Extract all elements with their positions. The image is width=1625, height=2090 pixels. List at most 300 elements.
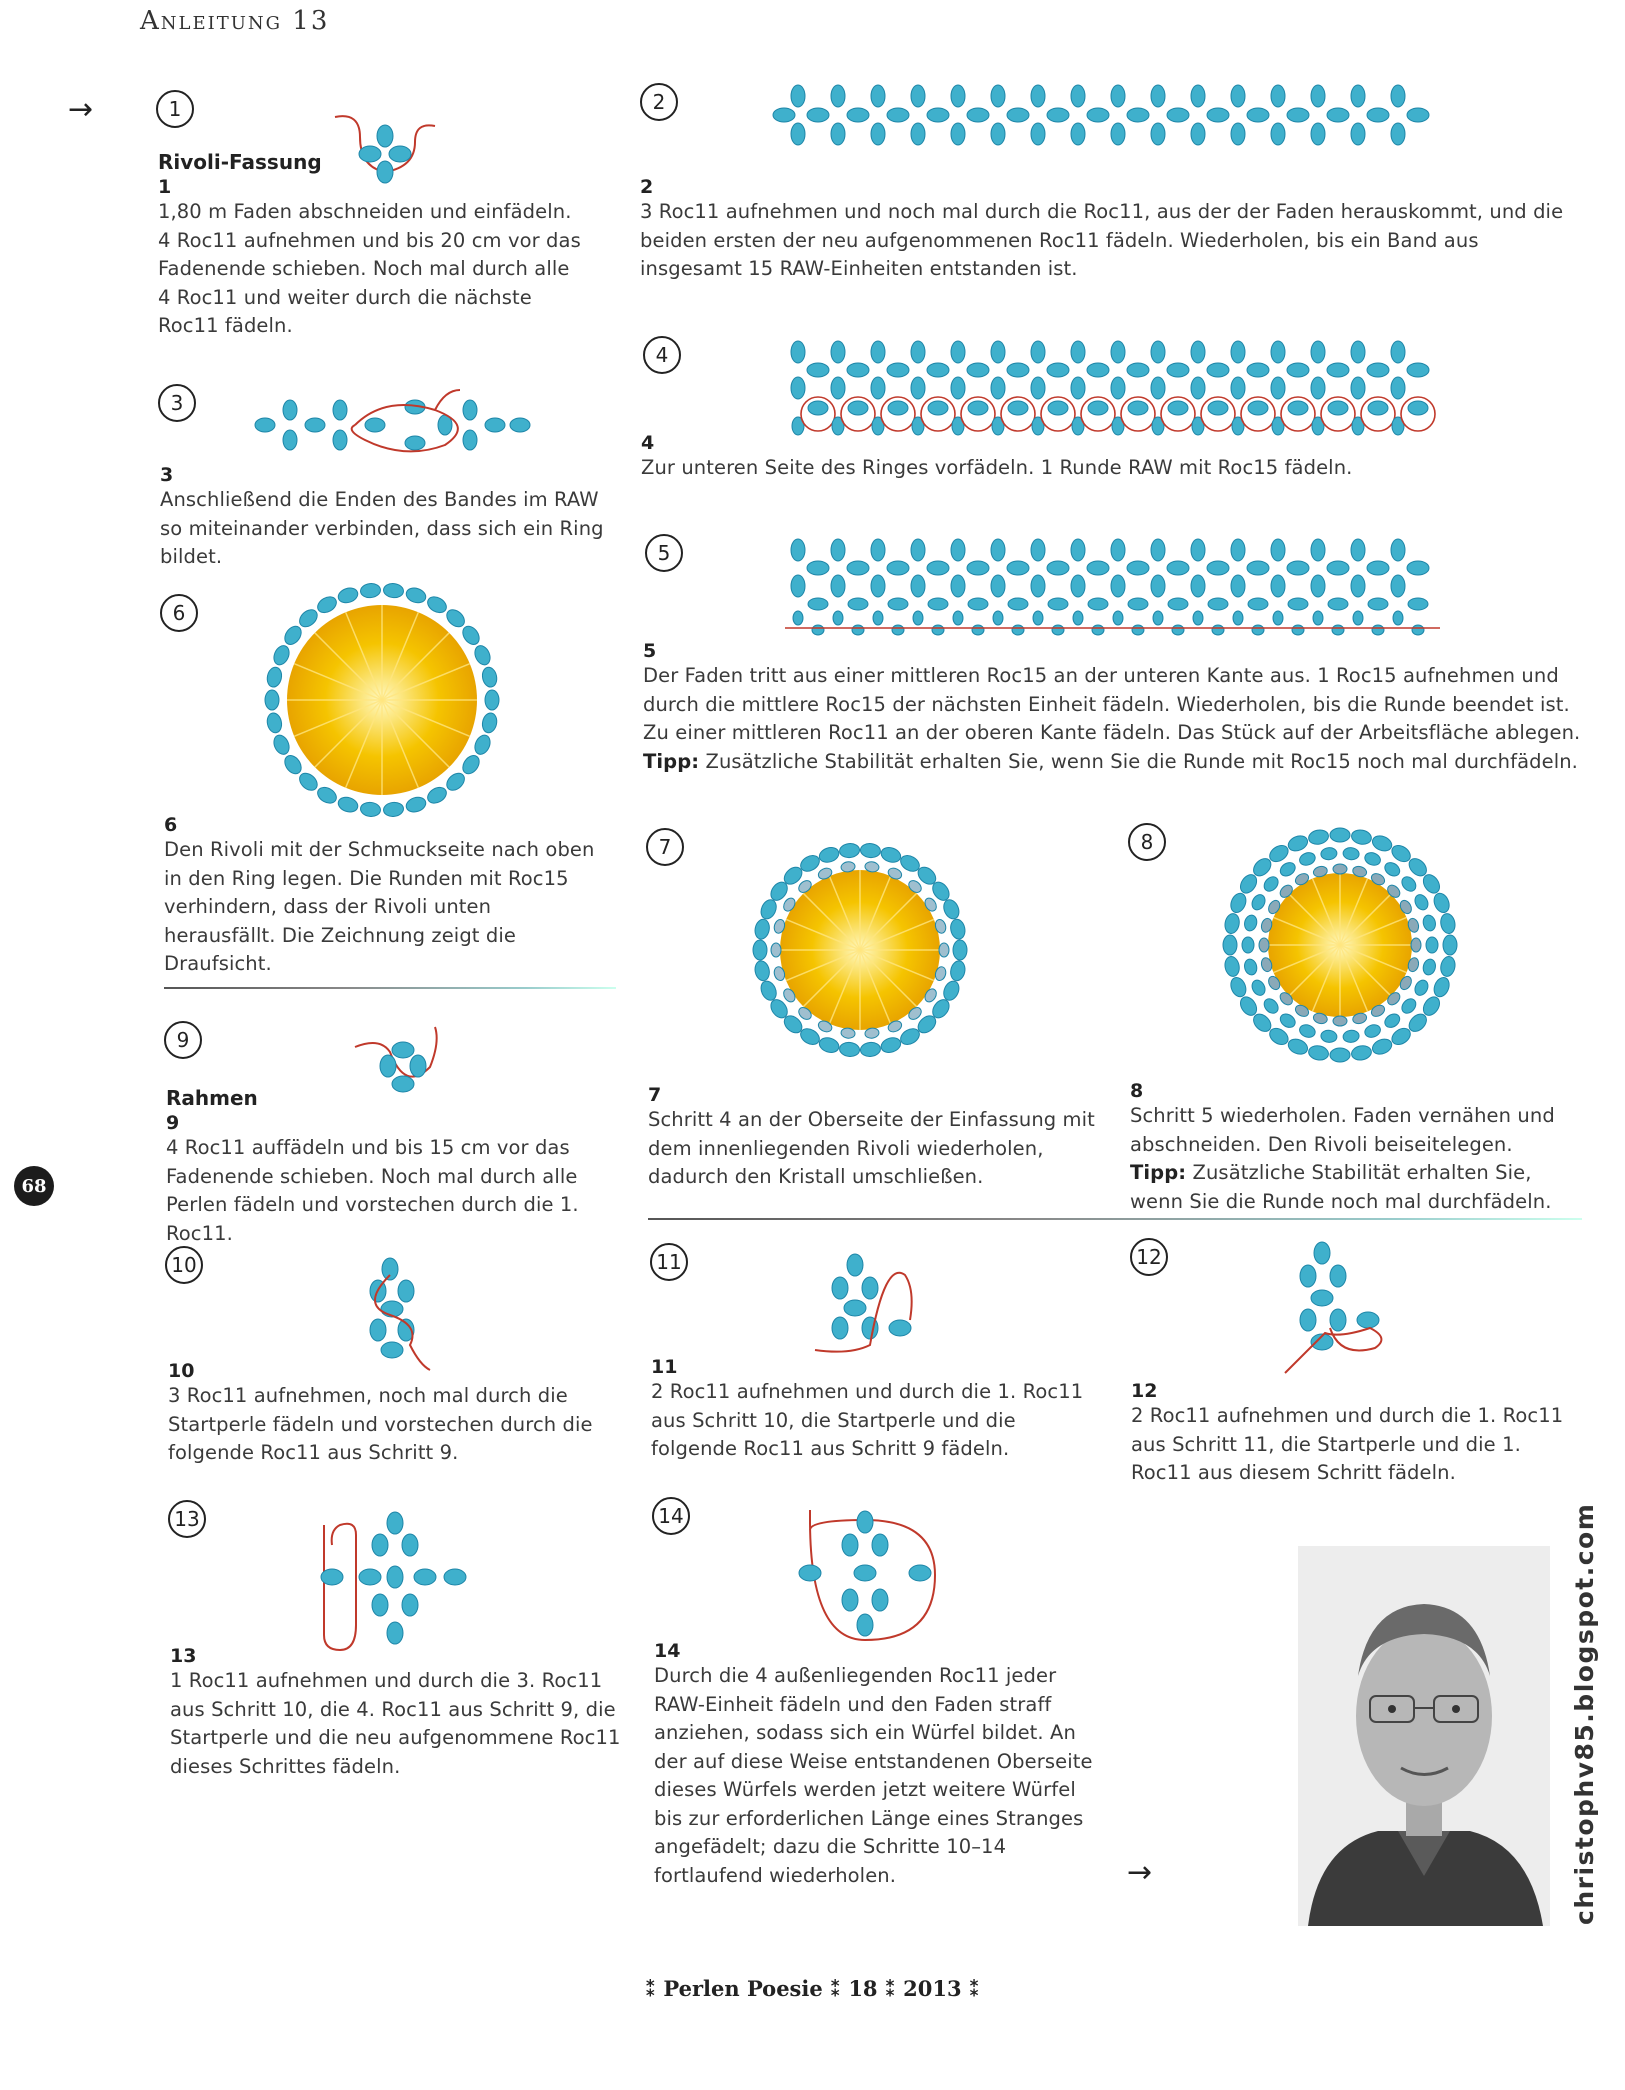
bead [265, 712, 283, 734]
bead [1407, 363, 1429, 377]
bead [1367, 108, 1389, 122]
step-11-block [651, 1354, 1111, 1464]
bead [1168, 598, 1188, 610]
bead [831, 123, 845, 145]
bead [928, 401, 948, 415]
step-text-5-body: Der Faden tritt aus einer mittleren Roc15 an der unteren Kante aus. 1 Roc15 aufnehmen und durch die mittlere Roc15 der nächsten Einheit fädeln. Wiederholen, bis die Runde beendet ist. Zu einer mittleren Roc11 an der oberen Kante fädeln. Das Stück auf der Arbeitsfläche ablegen. [643, 664, 1581, 744]
bead [911, 85, 925, 107]
bead [1191, 341, 1205, 363]
step-text-9: 4 Roc11 auffädeln und bis 15 cm vor das Fadenende schieben. Noch mal durch alle Perlen fädeln und vorstechen durch die 1. Roc11. [166, 1136, 579, 1245]
step-text-8 [1130, 1102, 1570, 1216]
blog-url-watermark: christophv85.blogspot.com [1570, 1502, 1599, 1925]
bead [459, 752, 482, 776]
step-label-7: 7 [648, 1084, 662, 1106]
step-2-band-diagram [780, 78, 1430, 153]
bead [1088, 598, 1108, 610]
step-8-block [1130, 1078, 1580, 1216]
bead [1242, 937, 1254, 953]
bead [887, 561, 909, 575]
bead [1111, 539, 1125, 561]
bead [808, 598, 828, 610]
step-7-block [648, 1082, 1108, 1192]
bead [927, 108, 949, 122]
bead [1191, 123, 1205, 145]
bead [1207, 561, 1229, 575]
bead [1073, 611, 1083, 625]
tip-text-8: Zusätzliche Stabilität erhalten Sie, wenn Sie die Runde noch mal durchfädeln. [1130, 1161, 1552, 1213]
bead [333, 430, 347, 450]
bead [1443, 935, 1457, 955]
bead [1231, 85, 1245, 107]
bead [1431, 891, 1452, 915]
bead [1231, 539, 1245, 561]
bead [1408, 401, 1428, 415]
bead [1111, 377, 1125, 399]
bead [1298, 851, 1317, 868]
bead [1307, 828, 1329, 846]
bead [1008, 401, 1028, 415]
bead [1071, 123, 1085, 145]
bead [967, 561, 989, 575]
step-number-11: 11 [650, 1243, 688, 1281]
bead [831, 377, 845, 399]
bead [847, 108, 869, 122]
section-heading-rivoli: Rivoli-Fassung [158, 150, 322, 174]
step-text-10: 3 Roc11 aufnehmen, noch mal durch die Startperle fädeln und vorstechen durch die folgende Roc11 aus Schritt 9. [168, 1384, 593, 1464]
bead [1286, 833, 1310, 854]
bead [753, 960, 771, 982]
bead [1422, 914, 1437, 932]
bead [1208, 598, 1228, 610]
bead [1426, 937, 1438, 953]
step-12-diagram [1280, 1238, 1410, 1378]
bead [758, 897, 779, 921]
bead [1278, 1011, 1298, 1030]
step-number-13: 13 [168, 1500, 206, 1538]
bead [1071, 575, 1085, 597]
bead [1247, 108, 1269, 122]
step-label-10: 10 [168, 1360, 195, 1382]
bead [296, 770, 320, 794]
bead [860, 843, 881, 859]
step-text-8-body: Schritt 5 wiederholen. Faden vernähen und abschneiden. Den Rivoli beiseitelegen. [1130, 1104, 1555, 1156]
step-text-7: Schritt 4 an der Oberseite der Einfassung mit dem innenliegenden Rivoli wiederholen, dadurch den Kristall umschließen. [648, 1108, 1095, 1188]
bead [1327, 363, 1349, 377]
bead [1052, 625, 1064, 635]
bead [1351, 85, 1365, 107]
bead [1271, 85, 1285, 107]
bead [1261, 874, 1281, 894]
bead [1259, 938, 1269, 952]
bead [1087, 363, 1109, 377]
bead [949, 918, 967, 940]
bead [1048, 401, 1068, 415]
bead [1191, 377, 1205, 399]
bead [791, 575, 805, 597]
bead [1031, 377, 1045, 399]
step-number-4: 4 [643, 336, 681, 374]
bead [281, 752, 304, 776]
bead [1223, 935, 1237, 955]
step-text-2: 3 Roc11 aufnehmen und noch mal durch die Roc11, aus der der Faden herauskommt, und die beiden ersten der neu aufgenommenen Roc11 fädeln. Wiederholen, bis ein Band aus insgesamt 15 RAW-Einheiten entstanden ist. [640, 200, 1564, 280]
bead [791, 123, 805, 145]
bead [1311, 575, 1325, 597]
bead [463, 430, 477, 450]
bead [1223, 955, 1241, 977]
step-9-block [166, 1086, 616, 1248]
step-label-14: 14 [654, 1640, 681, 1662]
step-label-13: 13 [170, 1645, 197, 1667]
bead [1351, 575, 1365, 597]
bead [265, 666, 283, 688]
bead [1367, 363, 1389, 377]
bead [892, 625, 904, 635]
bead [817, 845, 840, 864]
bead [1333, 1016, 1347, 1026]
tip-label-8: Tipp: [1130, 1161, 1187, 1184]
bead [941, 897, 962, 921]
bead [1368, 598, 1388, 610]
step-6-rivoli-diagram [252, 570, 512, 830]
bead [1332, 625, 1344, 635]
bead [1286, 1036, 1310, 1057]
bead [271, 733, 292, 757]
bead [847, 561, 869, 575]
step-text-1: 1,80 m Faden abschneiden und einfädeln. 4 Roc11 aufnehmen und bis 20 cm vor das Fadenende schieben. Noch mal durch alle 4 Roc11 und weiter durch die nächste Roc11 fädeln. [158, 200, 581, 337]
bead [1031, 575, 1045, 597]
bead [1333, 864, 1347, 874]
bead [1047, 363, 1069, 377]
bead [1087, 561, 1109, 575]
step-text-12: 2 Roc11 aufnehmen und durch die 1. Roc11 aus Schritt 11, die Startperle und die 1. Roc11 aus diesem Schritt fädeln. [1131, 1404, 1564, 1484]
bead [425, 594, 449, 616]
step-14-block [654, 1638, 1104, 1890]
bead [1223, 912, 1241, 934]
step-label-4: 4 [641, 432, 655, 454]
bead [1422, 958, 1437, 976]
bead [807, 561, 829, 575]
bead [1399, 874, 1419, 894]
page-footer: ⁑ Perlen Poesie ⁑ 18 ⁑ 2013 ⁑ [645, 1976, 980, 2001]
page-title: Anleitung 13 [140, 6, 330, 36]
bead [283, 430, 297, 450]
bead [1370, 1036, 1394, 1057]
bead [791, 539, 805, 561]
bead [888, 598, 908, 610]
bead [831, 85, 845, 107]
bead [847, 363, 869, 377]
bead [1031, 341, 1045, 363]
bead [972, 625, 984, 635]
bead [1167, 363, 1189, 377]
bead [1250, 892, 1268, 912]
bead [1311, 539, 1325, 561]
bead [1231, 123, 1245, 145]
bead [336, 586, 359, 605]
bead [1363, 1023, 1382, 1040]
bead [1168, 401, 1188, 415]
bead [1048, 598, 1068, 610]
bead [831, 575, 845, 597]
bead [1008, 598, 1028, 610]
bead [753, 918, 771, 940]
bead [817, 1035, 840, 1054]
section-divider-left [164, 987, 616, 989]
bead [1307, 1044, 1329, 1062]
bead [1393, 611, 1403, 625]
bead [879, 1035, 902, 1054]
bead [1271, 341, 1285, 363]
bead [1311, 341, 1325, 363]
step-number-3: 3 [158, 384, 196, 422]
bead [860, 1041, 881, 1057]
step-number-10: 10 [165, 1246, 203, 1284]
bead [852, 625, 864, 635]
bead [459, 623, 482, 647]
bead [1208, 401, 1228, 415]
bead [1271, 377, 1285, 399]
bead [1342, 847, 1359, 861]
step-14-diagram [790, 1500, 950, 1650]
bead [1330, 1048, 1350, 1062]
step-text-14: Durch die 4 außenliegenden Roc11 jeder RAW-Einheit fädeln und den Faden straff anziehen, sodass sich ein Würfel bildet. An der auf diese Weise entstandenen Oberseite dieses Würfels werden jetzt weitere Würfel bis zur erforderlichen Länge eines Stranges angefädelt; dazu die Schritte 10–14 fortlaufend wiederholen. [654, 1664, 1093, 1887]
step-number-14: 14 [652, 1497, 690, 1535]
bead [967, 108, 989, 122]
bead [839, 1041, 860, 1057]
bead [1231, 377, 1245, 399]
step-label-5: 5 [643, 640, 657, 662]
bead [1370, 833, 1394, 854]
bead [1127, 363, 1149, 377]
bead [1399, 996, 1419, 1016]
step-number-5: 5 [645, 534, 683, 572]
step-text-5 [643, 662, 1583, 776]
step-5-block [643, 638, 1583, 776]
bead [1411, 938, 1421, 952]
page-number-badge: 68 [14, 1166, 54, 1206]
bead [1031, 539, 1045, 561]
bead [443, 606, 467, 630]
bead [405, 436, 425, 450]
bead [360, 583, 381, 599]
bead [463, 400, 477, 420]
bead [1278, 860, 1298, 879]
bead [871, 85, 885, 107]
bead [1007, 561, 1029, 575]
step-number-6: 6 [160, 594, 198, 632]
bead [791, 377, 805, 399]
bead [991, 539, 1005, 561]
bead [1412, 978, 1430, 998]
bead [481, 712, 499, 734]
bead [1431, 975, 1452, 999]
bead [808, 401, 828, 415]
bead [1248, 598, 1268, 610]
bead [1151, 341, 1165, 363]
bead [1391, 575, 1405, 597]
step-label-6: 6 [164, 814, 178, 836]
step-2-block [640, 174, 1570, 284]
bead [1287, 561, 1309, 575]
bead [1231, 341, 1245, 363]
bead [1087, 108, 1109, 122]
bead [871, 575, 885, 597]
bead [425, 784, 449, 806]
bead [1111, 123, 1125, 145]
bead [485, 418, 505, 432]
bead [1407, 108, 1429, 122]
bead [1311, 123, 1325, 145]
bead [1111, 85, 1125, 107]
bead [758, 979, 779, 1003]
bead [839, 843, 860, 859]
bead [265, 690, 279, 710]
bead [888, 401, 908, 415]
bead [1363, 851, 1382, 868]
bead [871, 123, 885, 145]
bead [1071, 341, 1085, 363]
step-number-8: 8 [1128, 823, 1166, 861]
step-label-12: 12 [1131, 1380, 1158, 1402]
bead [1391, 85, 1405, 107]
section-divider-right [648, 1218, 1582, 1220]
step-number-2: 2 [640, 83, 678, 121]
bead [1233, 611, 1243, 625]
bead [773, 108, 795, 122]
bead [1248, 401, 1268, 415]
bead [271, 643, 292, 667]
bead [1151, 85, 1165, 107]
bead [1151, 377, 1165, 399]
bead [1288, 401, 1308, 415]
bead [1007, 363, 1029, 377]
bead [807, 363, 829, 377]
bead [1287, 363, 1309, 377]
bead [315, 594, 339, 616]
bead [1111, 341, 1125, 363]
bead [967, 363, 989, 377]
bead [953, 611, 963, 625]
bead [1261, 996, 1281, 1016]
bead [771, 943, 781, 957]
bead [443, 770, 467, 794]
step-text-13: 1 Roc11 aufnehmen und durch die 3. Roc11 aus Schritt 10, die 4. Roc11 aus Schritt 9, die Startperle und die neu aufgenommene Roc11 dieses Schrittes fädeln. [170, 1669, 621, 1778]
bead [365, 418, 385, 432]
bead [1127, 108, 1149, 122]
step-4-block [641, 430, 1541, 483]
bead [1092, 625, 1104, 635]
bead [1193, 611, 1203, 625]
bead [1382, 1011, 1402, 1030]
bead [911, 377, 925, 399]
bead [1271, 575, 1285, 597]
bead [1247, 561, 1269, 575]
bead [991, 123, 1005, 145]
bead [1207, 363, 1229, 377]
bead [1351, 341, 1365, 363]
bead [1231, 575, 1245, 597]
bead [1247, 363, 1269, 377]
bead [1212, 625, 1224, 635]
bead [510, 418, 530, 432]
step-label-9: 9 [166, 1112, 180, 1134]
bead [315, 784, 339, 806]
bead [1350, 1044, 1372, 1062]
bead [927, 363, 949, 377]
bead [1012, 625, 1024, 635]
bead [1128, 401, 1148, 415]
bead [879, 845, 902, 864]
bead [1382, 860, 1402, 879]
step-12-block [1131, 1378, 1581, 1488]
bead [1191, 575, 1205, 597]
bead [833, 611, 843, 625]
step-label-1: 1 [158, 176, 172, 198]
bead [927, 561, 949, 575]
bead [1288, 598, 1308, 610]
bead [1228, 975, 1249, 999]
bead [255, 418, 275, 432]
bead [1330, 828, 1350, 842]
bead [1320, 1029, 1337, 1043]
bead [1031, 85, 1045, 107]
bead [1153, 611, 1163, 625]
step-number-1: 1 [156, 90, 194, 128]
bead [296, 606, 320, 630]
bead [1292, 625, 1304, 635]
bead [1113, 611, 1123, 625]
bead [911, 341, 925, 363]
bead [951, 85, 965, 107]
bead [1172, 625, 1184, 635]
step-label-3: 3 [160, 464, 174, 486]
bead [1287, 108, 1309, 122]
step-text-6: Den Rivoli mit der Schmuckseite nach oben in den Ring legen. Die Runden mit Roc15 verhindern, dass der Rivoli unten herausfällt. Die Zeichnung zeigt die Draufsicht. [164, 838, 595, 975]
bead [1252, 625, 1264, 635]
bead [831, 341, 845, 363]
step-10-block [168, 1358, 618, 1468]
step-text-4: Zur unteren Seite des Ringes vorfädeln. 1 Runde RAW mit Roc15 fädeln. [641, 456, 1353, 479]
bead [1151, 575, 1165, 597]
bead [951, 341, 965, 363]
bead [1250, 978, 1268, 998]
bead [1071, 85, 1085, 107]
bead [941, 979, 962, 1003]
bead [753, 940, 767, 960]
bead [1439, 912, 1457, 934]
bead [812, 625, 824, 635]
bead [848, 598, 868, 610]
bead [951, 377, 965, 399]
arrow-right-icon-bottom: → [1127, 1855, 1153, 1890]
step-number-7: 7 [646, 828, 684, 866]
bead [1191, 539, 1205, 561]
step-number-12: 12 [1130, 1238, 1168, 1276]
bead [871, 377, 885, 399]
bead [1313, 611, 1323, 625]
bead [951, 539, 965, 561]
bead [1372, 625, 1384, 635]
tip-text-5: Zusätzliche Stabilität erhalten Sie, wenn Sie die Runde mit Roc15 noch mal durchfädeln. [705, 749, 1578, 773]
bead [1328, 598, 1348, 610]
bead [485, 690, 499, 710]
author-photo [1298, 1546, 1550, 1926]
bead [951, 123, 965, 145]
bead [1047, 561, 1069, 575]
bead [1408, 598, 1428, 610]
bead [1311, 377, 1325, 399]
bead [1007, 108, 1029, 122]
